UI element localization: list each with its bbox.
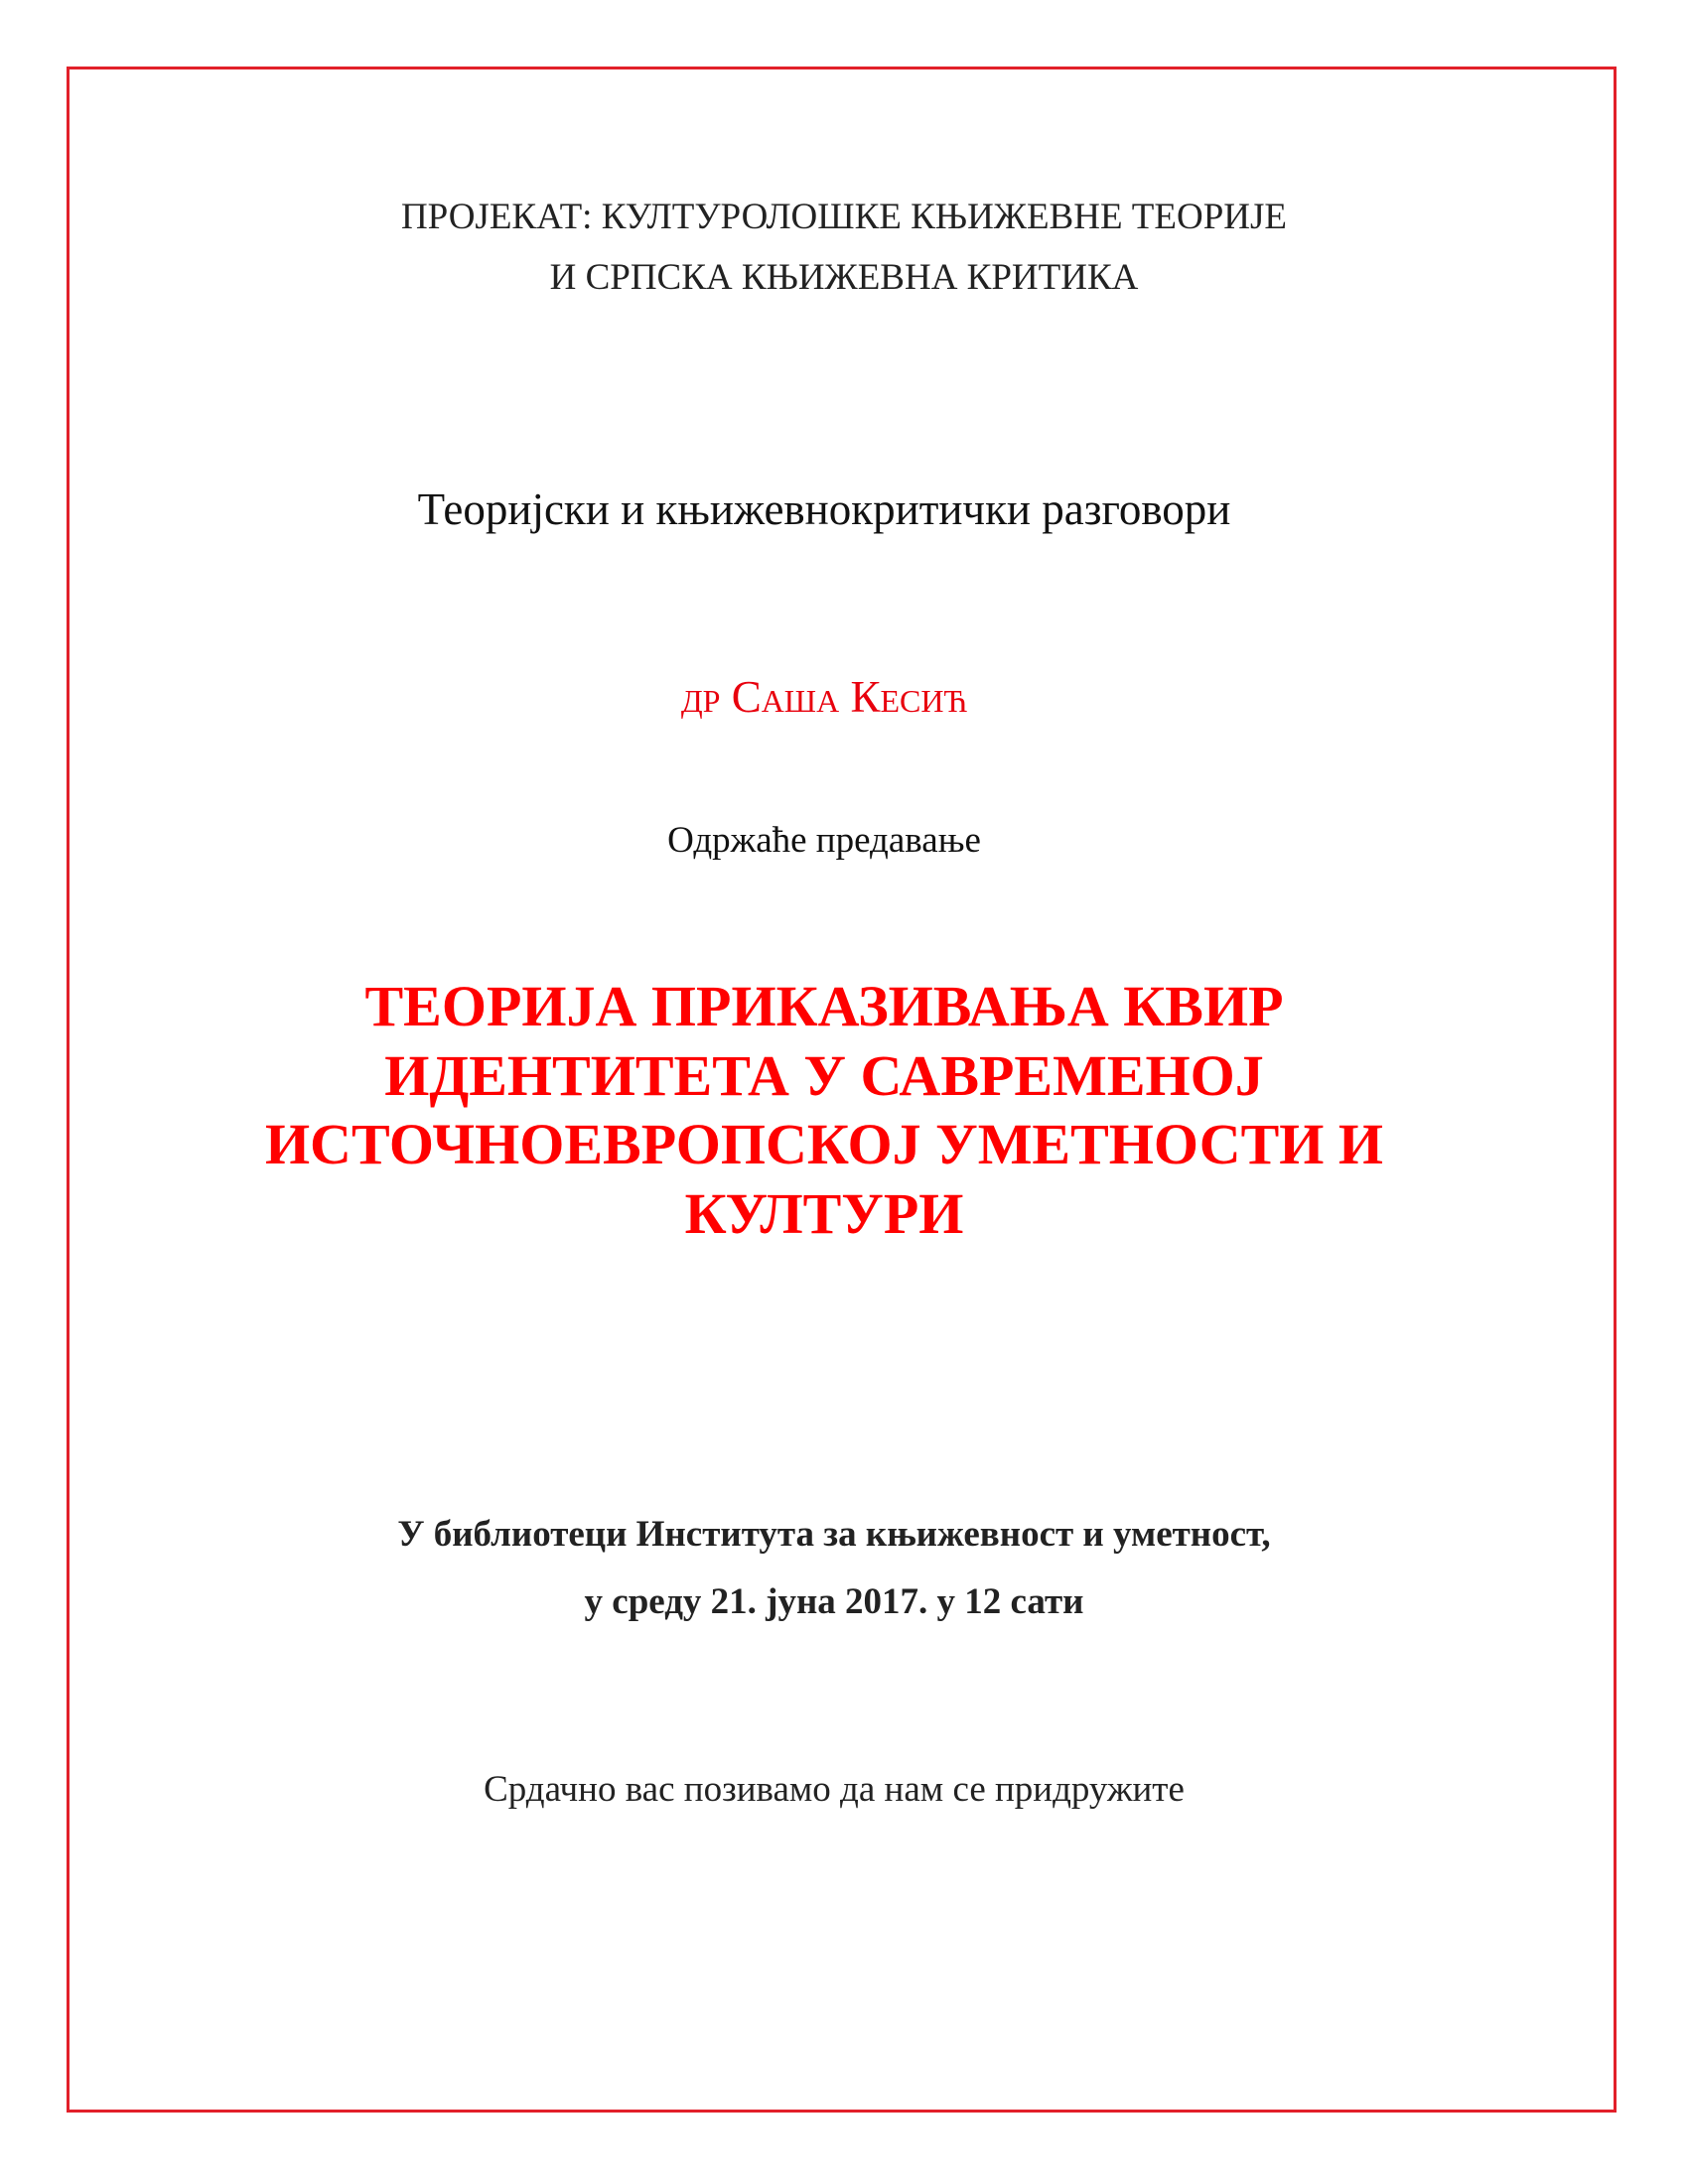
invitation-text: Срдачно вас позивамо да нам се придружите — [484, 1769, 1185, 1810]
announcement-text: Одржаће предавање — [667, 820, 981, 861]
lecture-title-line-4: КУЛТУРИ — [684, 1181, 964, 1246]
venue-line-1: У библиотеци Института за књижевност и уметност, — [397, 1514, 1271, 1555]
lecture-title-line-1: ТЕОРИЈА ПРИКАЗИВАЊА КВИР — [364, 974, 1284, 1038]
venue-line-2: у среду 21. јуна 2017. у 12 сати — [584, 1581, 1084, 1622]
series-title: Теоријски и књижевнокритички разговори — [417, 484, 1231, 534]
project-header-line-2: И СРПСКА КЊИЖЕВНА КРИТИКА — [549, 257, 1139, 298]
speaker-name: др Саша Кесић — [680, 672, 968, 722]
project-header-line-1: ПРОЈЕКАТ: КУЛТУРОЛОШКЕ КЊИЖЕВНЕ ТЕОРИЈЕ — [400, 197, 1288, 237]
lecture-title-line-2: ИДЕНТИТЕТА У САВРЕМЕНОЈ — [384, 1043, 1264, 1108]
lecture-title-line-3: ИСТОЧНОЕВРОПСКОЈ УМЕТНОСТИ И — [264, 1112, 1384, 1176]
